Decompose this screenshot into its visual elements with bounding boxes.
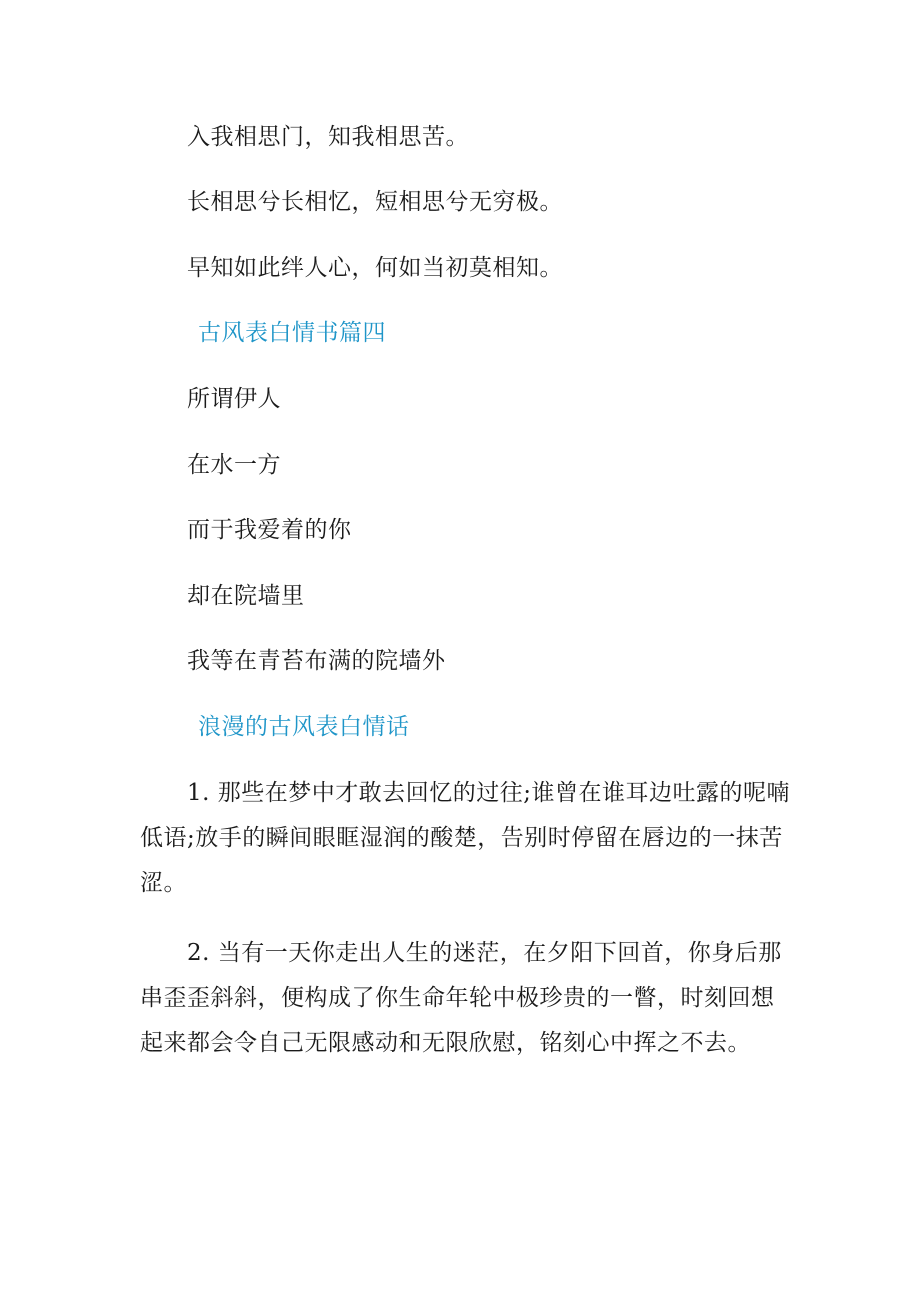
paragraph-line: 涩。 <box>140 870 187 896</box>
section-heading: 古风表白情书篇四 <box>198 320 386 346</box>
poem-line: 在水一方 <box>187 452 281 478</box>
poem-line: 长相思兮长相忆，短相思兮无穷极。 <box>187 189 563 215</box>
poem-line: 所谓伊人 <box>187 386 281 412</box>
poem-line: 入我相思门，知我相思苦。 <box>187 124 469 150</box>
section-heading: 浪漫的古风表白情话 <box>198 714 410 740</box>
paragraph-line: 低语;放手的瞬间眼眶湿润的酸楚，告别时停留在唇边的一抹苦 <box>140 825 783 851</box>
paragraph-line: 串歪歪斜斜，便构成了你生命年轮中极珍贵的一瞥，时刻回想 <box>140 985 775 1011</box>
poem-line: 早知如此绊人心，何如当初莫相知。 <box>187 255 563 281</box>
poem-line: 却在院墙里 <box>187 583 305 609</box>
numbered-paragraph <box>140 931 780 1066</box>
paragraph-line: 1. 那些在梦中才敢去回忆的过往;谁曾在谁耳边吐露的呢喃 <box>187 780 791 806</box>
numbered-paragraph <box>140 771 791 906</box>
paragraph-line: 起来都会令自己无限感动和无限欣慰，铭刻心中挥之不去。 <box>140 1030 751 1056</box>
poem-line: 而于我爱着的你 <box>187 517 352 543</box>
paragraph-line: 2. 当有一天你走出人生的迷茫，在夕阳下回首，你身后那 <box>187 940 782 966</box>
poem-line: 我等在青苔布满的院墙外 <box>187 648 446 674</box>
